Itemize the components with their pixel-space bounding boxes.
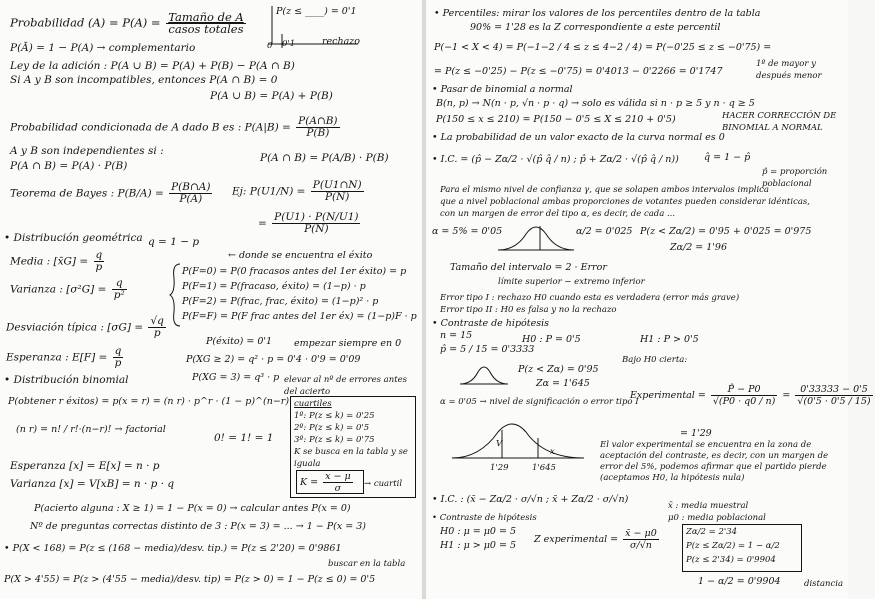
- under-h0: Bajo H0 cierta:: [622, 355, 688, 365]
- experimental-den: √(P0 · q0 / n): [712, 396, 776, 407]
- interval-result: = P(z ≤ −0'25) − P(z ≤ −0'75) = 0'4013 − 0'2266 = 0'1747: [434, 66, 723, 77]
- quartiles-title: cuartiles: [294, 399, 332, 409]
- percentile-90: 90% = 1'28 es la Z correspondiente a este percentil: [470, 22, 721, 33]
- z-experimental-label: Z experimental =: [534, 534, 619, 545]
- ci-proportion: • I.C. = (p̂ − Zα/2 · √(p̂ q̂ / n) ; p̂ + Zα/2 · √(p̂ q̂ / n)): [432, 154, 679, 165]
- normal-curve-1: [496, 220, 576, 254]
- geometric-mean: [10, 250, 106, 273]
- ci-mean: • I.C. : (x̄ − Zα/2 · σ/√n ; x̄ + Zα/2 · σ/√n): [432, 494, 629, 505]
- curve-value-129: 1'29: [490, 463, 509, 473]
- geometric-q: q = 1 − p: [148, 236, 200, 248]
- h0-mu: H0 : μ = μ0 = 5: [440, 526, 517, 537]
- z-box-line-1: P(z ≤ Zα/2) = 1 − α/2: [686, 541, 780, 551]
- experimental-num-2: 0'33333 − 0'5: [795, 384, 872, 396]
- curve-value-1645: 1'645: [532, 463, 556, 473]
- experimental-den-2: √(0'5 · 0'5 / 15): [797, 396, 871, 407]
- p-z-alpha: P(z < Zα) = 0'95: [518, 364, 599, 375]
- experimental-num: P̂ − P0: [711, 384, 777, 396]
- bayes-title: Teorema de Bayes : P(B/A) =: [10, 187, 164, 200]
- bayes-example: [232, 180, 366, 203]
- binomial-formula: P(obtener r éxitos) = p(x = r) = (n r) · p^r · (1 − p)^(n−r): [8, 396, 290, 407]
- z-value: Zα/2 = 1'96: [670, 242, 728, 253]
- mayor-menor-note: 1º de mayor y después menor: [756, 59, 822, 81]
- example-frac-1: [311, 180, 364, 203]
- geometric-variance: [10, 278, 129, 301]
- alpha-label: α = 5% = 0'05: [432, 226, 503, 237]
- geometric-expectation-num: q: [114, 345, 122, 357]
- complement-rule: P(Ā) = 1 − P(A) → complementario: [10, 42, 196, 54]
- one-minus-alpha: 1 − α/2 = 0'9904: [698, 576, 781, 587]
- example-label: Ej: P(U1/N) =: [232, 185, 306, 198]
- geometric-variance-den: p²: [113, 289, 125, 301]
- geometric-expectation-label: Esperanza : E[F] =: [6, 351, 108, 364]
- incompatible-union: P(A ∪ B) = P(A) + P(B): [210, 90, 333, 102]
- geometric-stdev: [6, 316, 168, 339]
- h1-mu: H1 : μ > μ0 = 5: [440, 540, 517, 551]
- right-page: [426, 0, 871, 599]
- quartile-2: 2º: P(z ≤ k) = 0'5: [294, 423, 370, 433]
- interval-calc: P(−1 < X < 4) = P(−1−2 / 4 ≤ z ≤ 4−2 / 4) = P(−0'25 ≤ z ≤ −0'75) =: [434, 42, 772, 53]
- geometric-list-2: P(F=2) = P(frac, frac, éxito) = (1−p)² · p: [182, 296, 379, 307]
- bayes-theorem: [10, 182, 214, 205]
- geometric-stdev-num: √q: [150, 315, 164, 327]
- experimental-label: Experimental =: [630, 390, 706, 401]
- geometric-list-3: P(F=F) = P(F frac antes del 1er éx) = (1−p)F · p: [182, 311, 417, 322]
- confianza-1: Para el mismo nivel de confianza γ, que se solapen ambos intervalos implica: [440, 185, 769, 195]
- experimental-frac-2: [795, 384, 872, 407]
- geometric-expectation: [6, 346, 125, 369]
- quartile-formula: [300, 471, 355, 494]
- acierto-rule: P(acierto alguna : X ≥ 1) = 1 − P(x = 0) → calcular antes P(x = 0): [34, 503, 351, 514]
- z-alpha: Zα = 1'645: [536, 378, 590, 389]
- independence-formula: P(A ∩ B) = P(A) · P(B): [10, 160, 128, 172]
- continuity-note: HACER CORRECCIÓN DE BINOMIAL A NORMAL: [722, 111, 837, 133]
- z-experimental-num: x̄ − μ0: [625, 528, 657, 539]
- independence-title: A y B son independientes si :: [10, 145, 164, 157]
- p-168-calc: • P(X < 168) = P(z ≤ (168 − media)/desv. tip.) = P(z ≤ 2'20) = 0'9861: [4, 543, 342, 554]
- geometric-mean-num: q: [95, 249, 103, 261]
- interval-size: Tamaño del intervalo = 2 · Error: [450, 262, 607, 273]
- geometric-list-1: P(F=1) = P(fracaso, éxito) = (1−p) · p: [182, 281, 366, 292]
- prob-ratio-num: Tamaño de A: [168, 10, 244, 24]
- quartile-3: 3º: P(z ≤ k) = 0'75: [294, 435, 375, 445]
- conditional-title: Probabilidad condicionada de A dado B es : P(A|B) =: [10, 121, 291, 134]
- geometric-list-0: P(F=0) = P(0 fracasos antes del 1er éxito) = p: [182, 266, 407, 277]
- binomial-variance: Varianza [x] = V[xB] = n · p · q: [10, 478, 175, 490]
- percentiles-title: • Percentiles: mirar los valores de los percentiles dentro de la tabla: [434, 8, 761, 19]
- buscar-note: buscar en la tabla: [328, 559, 406, 569]
- z-experimental-den: σ/√n: [630, 540, 652, 551]
- binomial-expectation: Esperanza [x] = E[x] = n · p: [10, 460, 160, 472]
- bayes-den: P(A): [179, 193, 203, 205]
- q-hat: q̂ = 1 − p̂: [704, 152, 751, 163]
- p-hat-note: p̂ = proporción poblacional: [762, 167, 828, 189]
- geometric-variance-num: q: [112, 278, 127, 290]
- binomial-to-normal: • Pasar de binomial a normal: [432, 84, 573, 95]
- alpha-half: α/2 = 0'025: [576, 226, 633, 237]
- curve-reject-label: x: [550, 447, 555, 457]
- quartile-1: 1º: P(z ≤ k) = 0'25: [294, 411, 375, 421]
- incompatible-rule: Si A y B son incompatibles, entonces P(A ∩ B) = 0: [10, 74, 278, 86]
- conditional-frac: [296, 116, 339, 139]
- quartile-arrow: → cuartil: [364, 479, 403, 489]
- geometric-brace: [168, 262, 182, 328]
- factorial-zero: 0! = 1! = 1: [214, 432, 274, 444]
- geometric-px2: P(XG ≥ 2) = q² · p = 0'4 · 0'9 = 0'09: [186, 354, 361, 365]
- error-type-1: Error tipo I : rechazo H0 cuando esta es verdadera (error más grave): [440, 293, 740, 303]
- binomial-coefficient: (n r) = n! / r!·(n−r)! → factorial: [16, 424, 166, 435]
- curve-accept-label: V: [496, 439, 503, 449]
- geometric-variance-label: Varianza : [σ²G] =: [10, 283, 107, 296]
- limits-note: límite superior − extremo inferior: [498, 277, 645, 287]
- confianza-3: con un margen de error del tipo α, es decir, de cada ...: [440, 209, 676, 219]
- prob-def-text: Probabilidad (A) = P(A) =: [10, 15, 161, 30]
- geometric-stdev-den: p: [153, 327, 161, 339]
- quartile-num: x − μ: [325, 471, 351, 482]
- quartile-den: σ: [334, 483, 342, 494]
- population-mean-note: μ0 : media poblacional: [668, 513, 766, 523]
- rechazo-label: rechazo: [322, 36, 360, 47]
- z-experimental: [534, 528, 661, 551]
- significance-note: α = 0'05 → nivel de significación o error tipo I: [440, 397, 639, 407]
- z-box-line-0: Zα/2 = 2'34: [686, 527, 738, 537]
- sample-mean-note: x̄ : media muestral: [668, 501, 749, 511]
- geometric-mean-den: p: [95, 261, 103, 273]
- hypothesis-mean-title: • Contraste de hipótesis: [432, 513, 537, 523]
- conditional-product: P(A ∩ B) = P(A/B) · P(B): [260, 152, 389, 164]
- normal-curve-2: [458, 362, 510, 388]
- h1: H1 : P > 0'5: [640, 334, 699, 345]
- conditional-num: P(A∩B): [298, 115, 338, 127]
- z-box-line-2: P(z ≤ 2'34) = 0'9904: [686, 555, 776, 565]
- binomial-normal-rule: B(n, p) → N(n · p, √n · p · q) → solo es válida si n · p ≥ 5 y n · q ≥ 5: [436, 98, 755, 109]
- quartile-frac: [323, 471, 353, 494]
- geometric-success-note: ← donde se encuentra el éxito: [228, 250, 373, 261]
- normal-curve-3: [450, 418, 586, 466]
- p-z-calc: P(z < Zα/2) = 0'95 + 0'025 = 0'975: [640, 226, 812, 237]
- geometric-mean-frac: [94, 250, 105, 273]
- hypothesis-title: • Contraste de hipótesis: [432, 318, 549, 329]
- experimental-result: = 1'29: [680, 428, 712, 439]
- p-455-calc: P(X > 4'55) = P(z > (4'55 − media)/desv. tip) = P(z > 0) = 1 − P(z ≤ 0) = 0'5: [4, 574, 376, 585]
- example-num-2: P(U1) · P(N/U1): [274, 211, 359, 223]
- example-den-2: P(N): [304, 223, 329, 235]
- error-type-2: Error tipo II : H0 es falsa y no la rechazo: [440, 305, 617, 315]
- prob-def: [10, 12, 248, 35]
- n-value: n = 15: [440, 330, 473, 341]
- exact-value-note: • La probabilidad de un valor exacto de la curva normal es 0: [432, 132, 725, 143]
- axis-one: 0'1: [282, 39, 296, 49]
- geometric-variance-frac: [112, 278, 127, 301]
- preguntas-rule: Nº de preguntas correctas distinto de 3 : P(x = 3) = ... → 1 − P(x = 3): [30, 521, 366, 532]
- continuity-calc: P(150 ≤ x ≤ 210) = P(150 − 0'5 ≤ X ≤ 210 + 0'5): [436, 114, 676, 125]
- geometric-px3: P(XG = 3) = q³ · p: [192, 372, 280, 383]
- bayes-example-2: = $\frac{P(U1) \cdot P(N/U1)}{P(N)}$: [258, 211, 359, 235]
- quartiles-note: K se busca en la tabla y se iguala: [294, 447, 408, 469]
- geometric-stdev-frac: [148, 316, 165, 339]
- geometric-start-note: empezar siempre en 0: [294, 338, 402, 349]
- experimental-stat: Experimental = $\frac{P̂ - P0}{√(P0 \cdot q0 / n)}$ = $\frac{0'33333 - 0'5}{√(0'5 \cdot 0'5 / 15)}$: [630, 384, 871, 407]
- geometric-mean-label: Media : [x̄G] =: [10, 255, 89, 268]
- example-num-1: P(U1∩N): [312, 179, 362, 191]
- geometric-expectation-den: p: [114, 357, 122, 369]
- example-frac-2: [272, 212, 360, 235]
- h0: H0 : P = 0'5: [522, 334, 581, 345]
- region-label: P(z ≤ ____) = 0'1: [276, 6, 357, 17]
- geometric-p-success: P(éxito) = 0'1: [206, 336, 273, 347]
- prob-ratio-den: casos totales: [168, 22, 244, 36]
- bayes-frac: [169, 182, 212, 205]
- left-page: [0, 0, 422, 599]
- geometric-stdev-label: Desviación típica : [σG] =: [6, 321, 144, 334]
- conditional-den: P(B): [306, 127, 330, 139]
- example-den-1: P(N): [324, 191, 350, 203]
- conditional-prob: [10, 116, 342, 139]
- binomial-title: • Distribución binomial: [4, 374, 129, 386]
- experimental-frac: [711, 384, 777, 407]
- p-hat-value: p̂ = 5 / 15 = 0'3333: [440, 344, 535, 355]
- confianza-2: que a nivel poblacional ambas proporciones de votantes pueden considerar idénticas,: [440, 197, 810, 207]
- prob-ratio: [166, 12, 246, 35]
- addition-law: Ley de la adición : P(A ∪ B) = P(A) + P(B) − P(A ∩ B): [10, 60, 295, 72]
- geometric-expectation-frac: [113, 346, 124, 369]
- axis-zero: 0: [267, 41, 273, 51]
- quartile-formula-label: K =: [300, 477, 319, 488]
- geometric-title: • Distribución geométrica: [4, 232, 143, 244]
- bayes-num: P(B∩A): [171, 181, 211, 193]
- geometric-exponent-note: elevar al nº de errores antes del acierto: [284, 375, 408, 397]
- z-experimental-frac: [623, 528, 659, 551]
- conclusion-note: El valor experimental se encuentra en la zona de aceptación del contraste, es decir, con un margen de error del 5%, podemos afirmar que el partido pierde (aceptamos H0, la hipótesis nula): [600, 440, 829, 483]
- distance-note: distancia: [804, 579, 844, 589]
